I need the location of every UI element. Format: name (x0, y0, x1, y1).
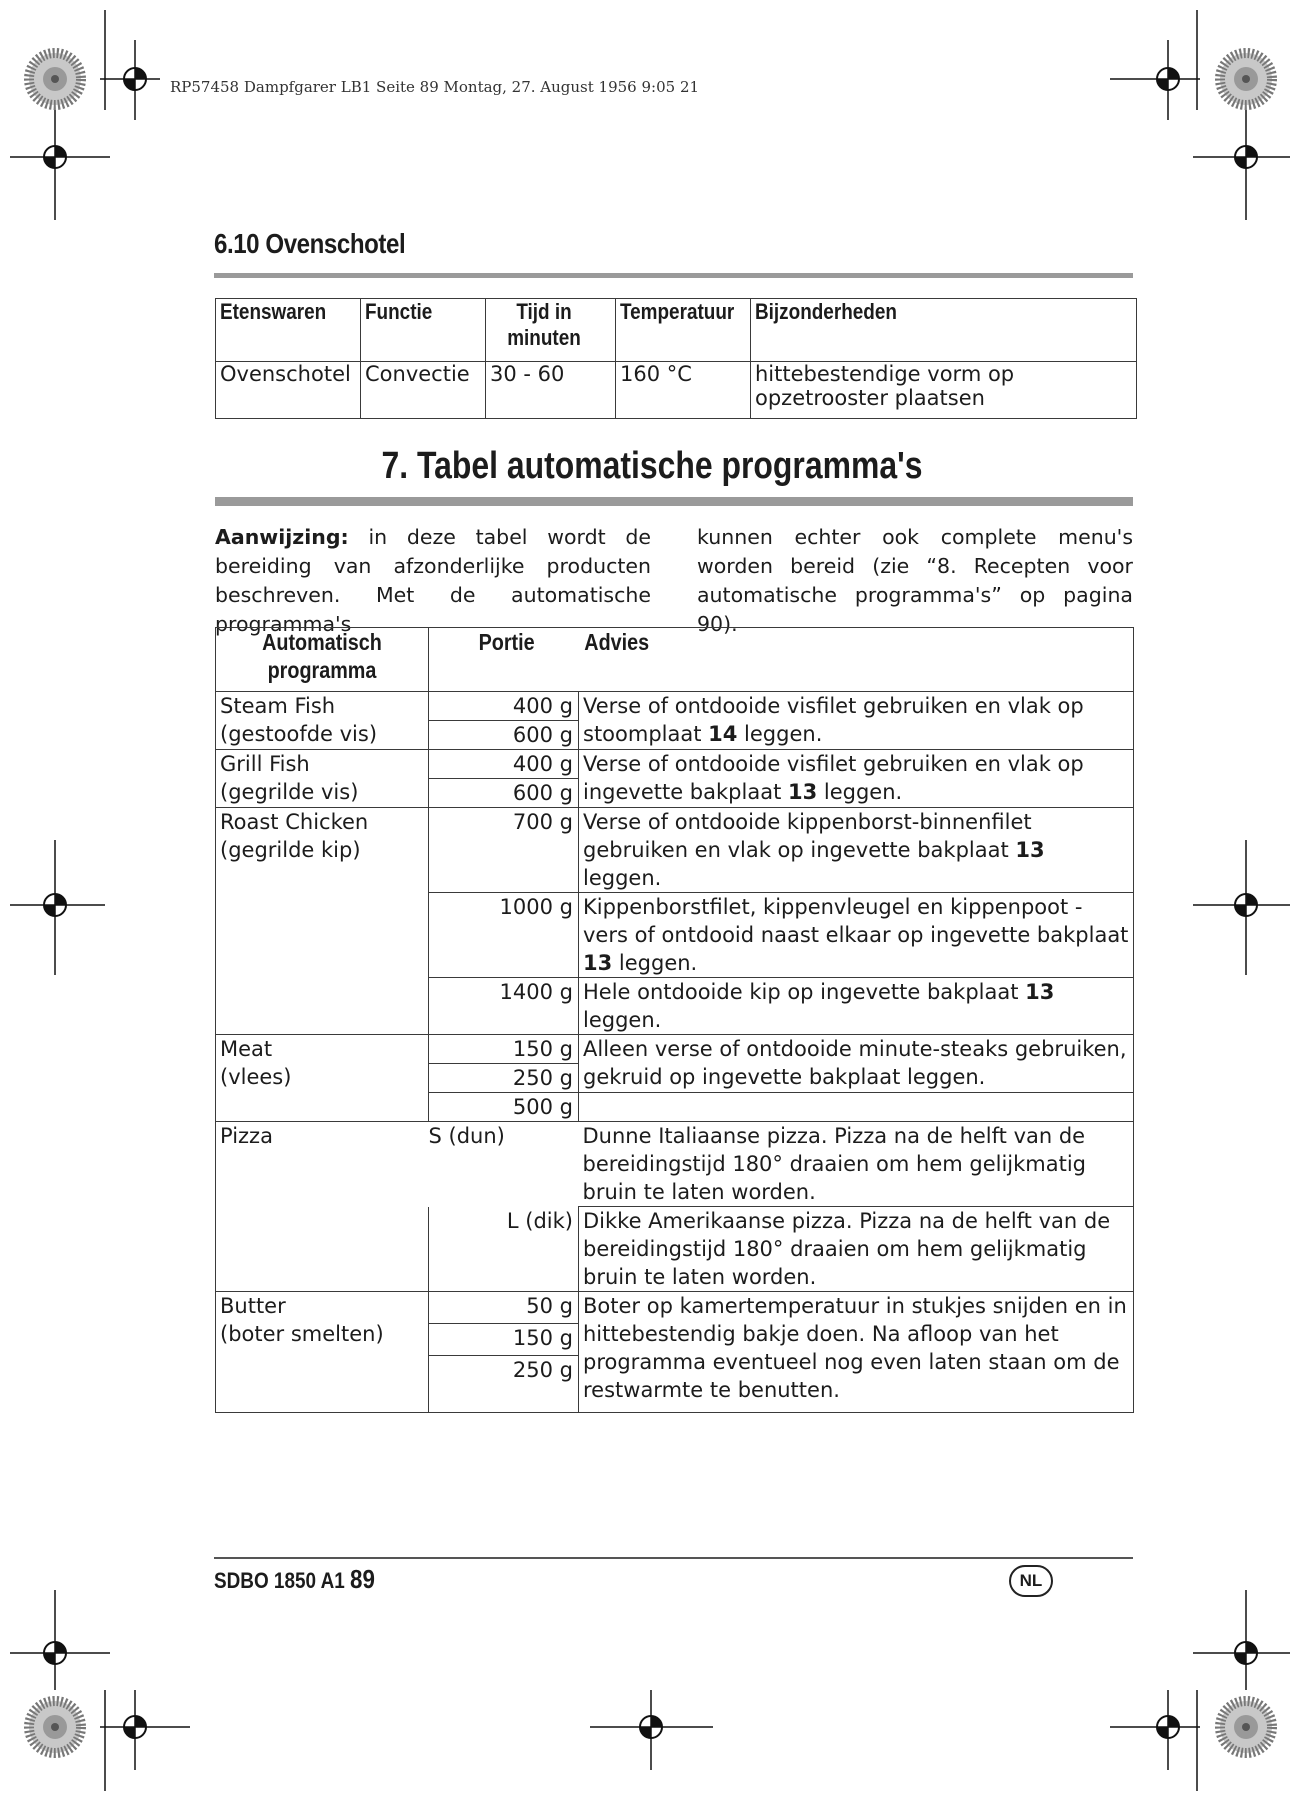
heading-rule (215, 497, 1133, 506)
portion-cell: L (dik) (429, 1207, 579, 1292)
advice-cell: Verse of ontdooide visfilet gebruiken en vlak op stoomplaat 14 leggen. (579, 692, 1134, 750)
advice-cell: Boter op kamertemperatuur in stukjes snijden en in hittebestendig bakje doen. Na afloop van het programma eventueel nog even laten staan om de restwarmte te benutten. (579, 1292, 1134, 1413)
program-cell: Steam Fish (gestoofde vis) (216, 692, 429, 750)
table-header-row (216, 299, 1137, 362)
footer-model: SDBO 1850 A1 89 (214, 1564, 375, 1594)
col-header-portion: Portie (478, 629, 535, 655)
advice-cell-empty (579, 1093, 1134, 1122)
note-text: in deze tabel wordt de bereiding van afzonderlijke producten beschreven. Met de automatische programma's (215, 525, 651, 636)
note-right-column: kunnen echter ook complete menu's worden bereid (zie “8. Recepten voor automatische programma's” op pagina 90). (697, 525, 1133, 636)
table-row (216, 1122, 1134, 1207)
col-header: Tijd in minuten (506, 299, 581, 350)
section-7-heading: 7. Tabel automatische programma's (381, 445, 922, 487)
table-row (216, 750, 1134, 779)
table-row (216, 1035, 1134, 1064)
table-row (216, 692, 1134, 721)
portion-cell: 1000 g (429, 893, 579, 978)
advice-cell: Hele ontdooide kip op ingevette bakplaat 13 leggen. (579, 978, 1134, 1035)
table-cell: 160 °C (616, 362, 751, 419)
table-cell: Convectie (361, 362, 486, 419)
portion-cell: 150 g (429, 1035, 579, 1064)
col-header: Bijzonderheden (755, 299, 897, 324)
table-header-row (216, 628, 1134, 692)
table-row (216, 808, 1134, 893)
portion-cell: 600 g (429, 779, 579, 808)
portion-cell: 700 g (429, 808, 579, 893)
programs-table (215, 627, 1134, 1413)
portion-cell: 600 g (429, 721, 579, 750)
table-row (216, 1292, 1134, 1324)
col-header: Temperatuur (620, 299, 735, 324)
portion-cell: 250 g (429, 1356, 579, 1413)
table-cell: hittebestendige vorm op opzetrooster plaatsen (751, 362, 1137, 419)
print-slug: RP57458 Dampfgarer LB1 Seite 89 Montag, 27. August 1956 9:05 21 (170, 78, 700, 96)
table-cell: 30 - 60 (486, 362, 616, 419)
note-label: Aanwijzing: (215, 525, 349, 549)
program-cell: Meat (vlees) (216, 1035, 429, 1122)
note-left-column (215, 523, 651, 639)
footer-rule (214, 1557, 1133, 1559)
portion-cell: 50 g (429, 1292, 579, 1324)
table-row (216, 362, 1137, 419)
advice-cell: Dunne Italiaanse pizza. Pizza na de helft van de bereidingstijd 180° draaien om hem gelijkmatig bruin te laten worden. (579, 1122, 1134, 1207)
portion-cell: 1400 g (429, 978, 579, 1035)
portion-cell: 250 g (429, 1064, 579, 1093)
program-cell: Roast Chicken (gegrilde kip) (216, 808, 429, 1035)
portion-cell: 400 g (429, 750, 579, 779)
program-cell: Grill Fish (gegrilde vis) (216, 750, 429, 808)
section-6-10-heading: 6.10 Ovenschotel (214, 228, 406, 259)
col-header: Functie (365, 299, 433, 324)
language-badge: NL (1009, 1565, 1053, 1597)
portion-cell: 400 g (429, 692, 579, 721)
advice-cell: Verse of ontdooide kippenborst-binnenfilet gebruiken en vlak op ingevette bakplaat 13 leggen. (579, 808, 1134, 893)
table-row (216, 1207, 1134, 1292)
col-header: Etenswaren (220, 299, 327, 324)
ovenschotel-table (215, 298, 1137, 419)
portion-cell: 150 g (429, 1324, 579, 1356)
table-cell: Ovenschotel (216, 362, 361, 419)
program-cell: Pizza (216, 1122, 429, 1207)
advice-cell: Alleen verse of ontdooide minute-steaks gebruiken, gekruid op ingevette bakplaat leggen. (579, 1035, 1134, 1093)
col-header-program: Automatisch programma (262, 629, 382, 683)
advice-cell: Dikke Amerikaanse pizza. Pizza na de helft van de bereidingstijd 180° draaien om hem gelijkmatig bruin te laten worden. (579, 1207, 1134, 1292)
portion-cell: S (dun) (429, 1122, 579, 1207)
advice-cell: Verse of ontdooide visfilet gebruiken en vlak op ingevette bakplaat 13 leggen. (579, 750, 1134, 808)
heading-rule (214, 273, 1133, 278)
program-cell-empty (216, 1207, 429, 1292)
portion-cell: 500 g (429, 1093, 579, 1122)
col-header-advice: Advies (583, 629, 649, 655)
advice-cell: Kippenborstfilet, kippenvleugel en kippenpoot - vers of ontdooid naast elkaar op ingevette bakplaat 13 leggen. (579, 893, 1134, 978)
page-number: 89 (350, 1564, 375, 1594)
program-cell: Butter (boter smelten) (216, 1292, 429, 1413)
